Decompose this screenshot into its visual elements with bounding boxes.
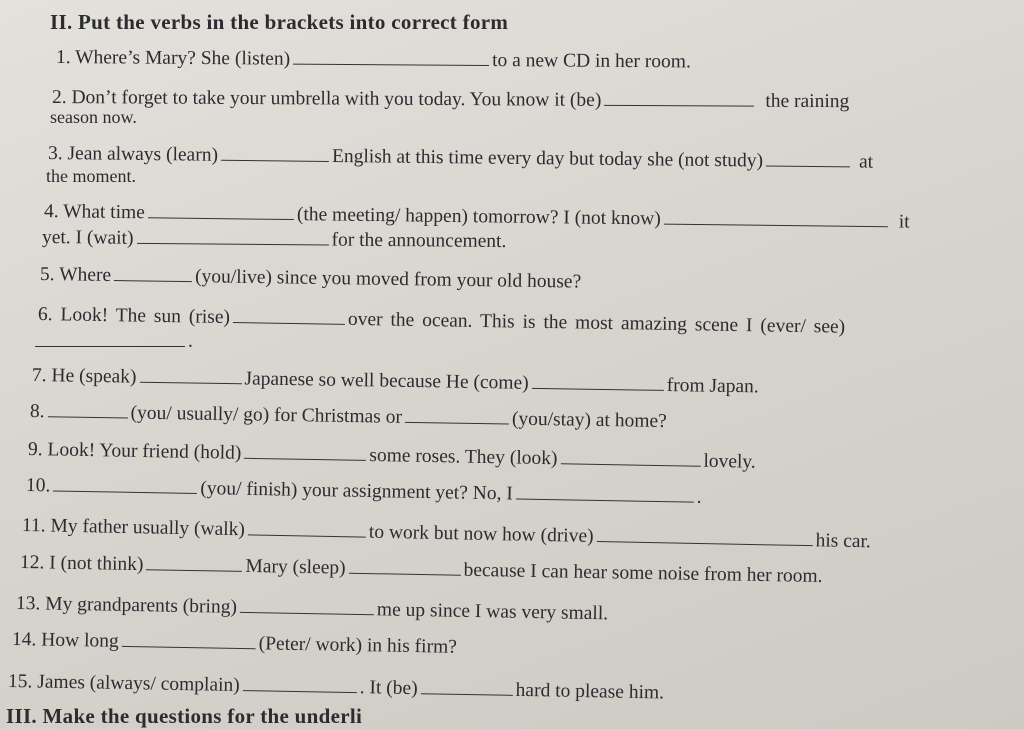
q8-text-b: (you/ usually/ go) for Christmas or: [130, 402, 403, 428]
q8-blank-1[interactable]: [48, 400, 128, 418]
q9-blank-1[interactable]: [244, 442, 366, 461]
q2-text-b: the raining: [765, 90, 850, 113]
question-11: [22, 514, 871, 554]
q12-text-a: 12. I (not think): [19, 552, 144, 576]
q1-text-a: 1. Where’s Mary? She (listen): [55, 47, 291, 70]
q8-blank-2[interactable]: [405, 406, 509, 425]
q2-text-c: season now.: [50, 107, 137, 127]
q9-text-c: lovely.: [703, 450, 756, 473]
q11-text-a: 11. My father usually (walk): [21, 515, 246, 541]
q11-text-b: to work but now how (drive): [368, 521, 594, 547]
q12-blank-1[interactable]: [146, 553, 242, 572]
q6-text-c: .: [188, 331, 193, 352]
q7-blank-2[interactable]: [532, 372, 664, 391]
q3-blank-1[interactable]: [221, 144, 329, 162]
q3-text-a: 3. Jean always (learn): [47, 143, 219, 166]
question-4-cont: [42, 226, 507, 254]
question-7: [32, 364, 759, 399]
q3-text-c: at: [858, 151, 874, 173]
q3-text-b: English at this time every day but today she (not study): [331, 145, 764, 172]
q8-text-c: (you/stay) at home?: [511, 408, 667, 433]
q7-text-b: Japanese so well because He (come): [244, 368, 529, 394]
question-1: [56, 46, 691, 74]
q14-text-b: (Peter/ work) in his firm?: [258, 633, 458, 658]
q4-text-c: it: [898, 211, 910, 233]
q4-text-a: 4. What time: [43, 201, 146, 224]
q15-text-b: . It (be): [359, 677, 418, 700]
q13-blank-1[interactable]: [240, 596, 374, 615]
q15-blank-2[interactable]: [421, 677, 513, 696]
q2-blank-1[interactable]: [604, 89, 754, 107]
q4-text-b: (the meeting/ happen) tomorrow? I (not know): [296, 204, 661, 230]
question-15: [8, 670, 664, 705]
q9-text-a: 9. Look! Your friend (hold): [27, 439, 242, 464]
q2-text-a: 2. Don’t forget to take your umbrella with you today. You know it (be): [51, 87, 602, 111]
question-6-cont: [32, 330, 193, 354]
question-8: [30, 400, 667, 434]
q15-blank-1[interactable]: [243, 674, 357, 693]
q6-text-a: 6. Look! The sun (rise): [37, 304, 231, 329]
question-9: [28, 438, 756, 475]
q15-text-a: 15. James (always/ complain): [7, 671, 240, 697]
q13-text-a: 13. My grandparents (bring): [15, 593, 238, 618]
q9-blank-2[interactable]: [560, 447, 700, 466]
next-section-heading: III. Make the questions for the underli: [6, 704, 363, 728]
q7-text-a: 7. He (speak): [31, 365, 137, 388]
question-2-cont: [50, 105, 137, 129]
q12-text-b: Mary (sleep): [245, 555, 346, 579]
q15-text-c: hard to please him.: [515, 679, 665, 704]
q1-blank-1[interactable]: [293, 48, 489, 66]
q12-text-c: because I can hear some noise from her room.: [463, 559, 823, 588]
q8-text-a: 8.: [29, 401, 45, 423]
question-14: [12, 628, 457, 660]
q7-text-c: from Japan.: [666, 374, 759, 398]
q14-text-a: 14. How long: [11, 629, 119, 652]
question-2: [52, 86, 849, 114]
q11-blank-1[interactable]: [248, 518, 366, 537]
q4-blank-2[interactable]: [664, 208, 888, 228]
q12-blank-2[interactable]: [349, 557, 461, 576]
q11-blank-2[interactable]: [597, 525, 813, 546]
q4-blank-3[interactable]: [136, 227, 328, 246]
q6-text-b: over the ocean. This is the most amazing scene I (ever/ see): [347, 308, 846, 338]
q10-text-c: .: [696, 486, 702, 508]
q1-text-b: to a new CD in her room.: [492, 50, 691, 73]
q11-text-c: his car.: [815, 530, 871, 553]
q4-text-d: yet. I (wait): [41, 227, 134, 249]
q10-text-a: 10.: [25, 475, 51, 497]
q5-text-b: (you/live) since you moved from your old house?: [194, 266, 582, 293]
question-3-cont: [46, 164, 136, 188]
q6-blank-2[interactable]: [35, 330, 185, 347]
q7-blank-1[interactable]: [139, 366, 241, 385]
section-heading: II. Put the verbs in the brackets into correct form: [50, 10, 509, 34]
question-13: [16, 592, 609, 626]
q9-text-b: some roses. They (look): [369, 444, 558, 470]
question-12: [20, 551, 823, 589]
q10-blank-2[interactable]: [516, 483, 694, 503]
question-3: [48, 142, 873, 175]
question-10: [26, 474, 702, 510]
q4-text-e: for the announcement.: [331, 229, 507, 253]
q4-blank-1[interactable]: [148, 201, 294, 220]
q5-text-a: 5. Where: [39, 264, 112, 286]
q10-text-b: (you/ finish) your assignment yet? No, I: [200, 478, 513, 505]
q3-blank-2[interactable]: [766, 150, 850, 168]
q3-text-d: the moment.: [46, 166, 136, 186]
q6-blank-1[interactable]: [233, 306, 345, 325]
q10-blank-1[interactable]: [53, 474, 197, 494]
question-5: [40, 263, 582, 295]
q14-blank-1[interactable]: [122, 630, 256, 649]
q13-text-b: me up since I was very small.: [376, 599, 609, 625]
q5-blank-1[interactable]: [114, 264, 192, 282]
